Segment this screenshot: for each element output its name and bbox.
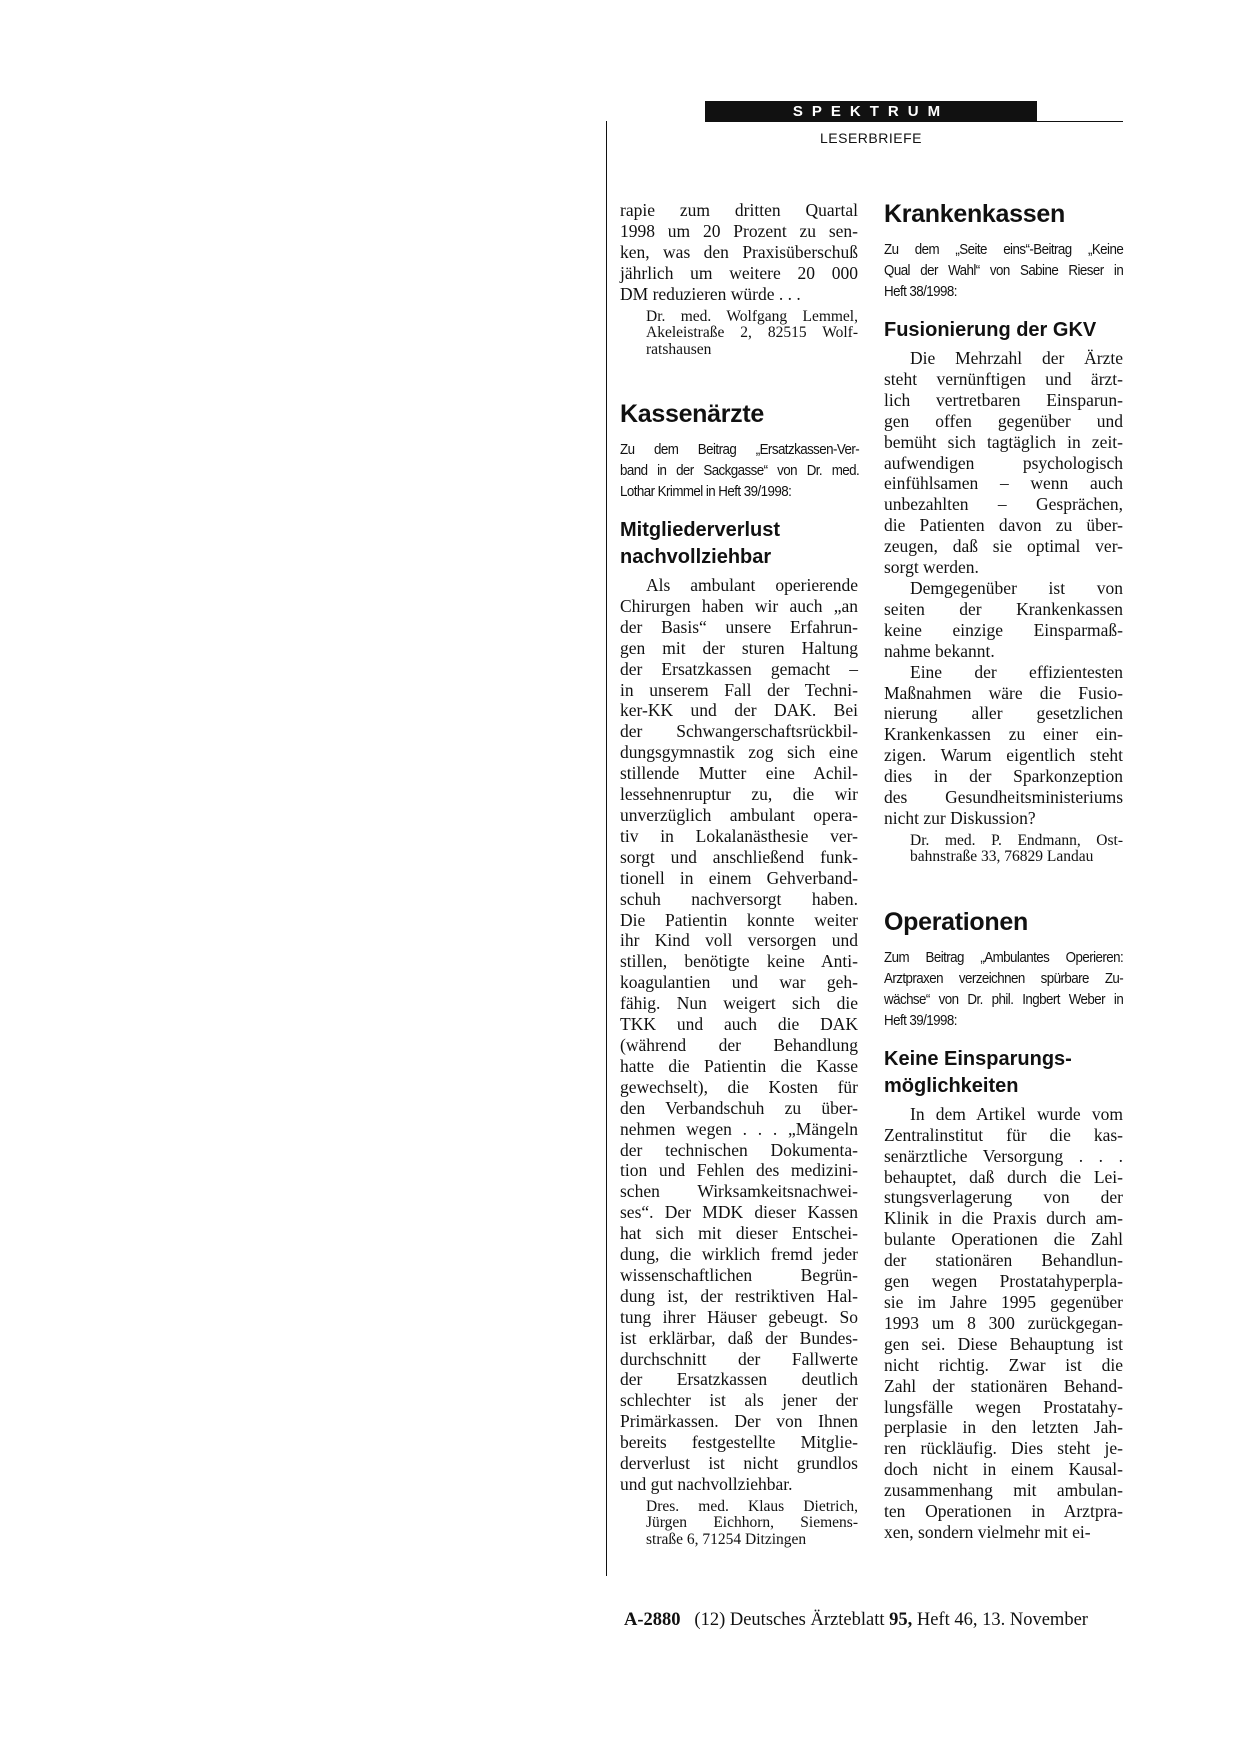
article-heading-kassenaerzte: Kassenärzte	[620, 400, 765, 429]
text-line: fähig. Nun weigert sich die	[620, 993, 858, 1014]
text-line: sorgt werden.	[884, 557, 979, 578]
text-line: ses“. Der MDK dieser Kassen	[620, 1202, 858, 1223]
text-line: ratshausen	[646, 340, 712, 358]
right-column	[884, 200, 1123, 1543]
text-line: bulante Operationen die Zahl	[884, 1229, 1123, 1250]
text-line: Krankenkassen zu einer ein-	[884, 724, 1123, 745]
text-line: Heft 39/1998:	[884, 1012, 957, 1029]
text-line: zigen. Warum eigentlich steht	[884, 745, 1123, 766]
text-line: wissenschaftlichen Begrün-	[620, 1264, 858, 1285]
text-line: band in der Sackgasse“ von Dr. med.	[620, 463, 860, 480]
text-line: Primärkassen. Der von Ihnen	[620, 1411, 858, 1432]
text-line: sorgt und anschließend funk-	[620, 846, 858, 867]
letter-paragraph	[884, 578, 1123, 662]
text-line: tion und Fehlen des medizini-	[620, 1160, 858, 1181]
text-line: schlechter ist als jener der	[620, 1390, 858, 1411]
signature-dietrich	[646, 1499, 858, 1549]
text-line: zeugen, daß sie optimal ver-	[884, 536, 1123, 557]
text-line: straße 6, 71254 Ditzingen	[646, 1530, 807, 1548]
text-line: rapie zum dritten Quartal	[620, 200, 858, 220]
text-line: Demgegenüber ist von	[910, 577, 1123, 598]
text-line: xen, sondern vielmehr mit ei-	[884, 1521, 1091, 1542]
text-line: Keine Einsparungs-	[884, 1047, 1072, 1070]
text-line: In dem Artikel wurde vom	[910, 1103, 1123, 1124]
text-line: gen wegen Prostatahyperpla-	[884, 1271, 1123, 1292]
text-line: stungsverlagerung von der	[884, 1187, 1123, 1208]
text-line: doch nicht in einem Kausal-	[884, 1459, 1123, 1480]
text-line: tiv in Lokalanästhesie ver-	[620, 825, 858, 846]
text-line: Maßnahmen wäre die Fusio-	[884, 682, 1123, 703]
left-column	[620, 200, 858, 1548]
text-line: Die Mehrzahl der Ärzte	[910, 348, 1123, 368]
page-footer	[624, 1610, 1088, 1631]
text-line: ken, was den Praxisüberschuß	[620, 241, 858, 262]
text-line: durchschnitt der Fallwerte	[620, 1348, 858, 1369]
text-line: der Basis“ unsere Erfahrun-	[620, 616, 858, 637]
text-line: dungsgymnastik zog sich eine	[620, 742, 858, 763]
text-line: derverlust ist nicht grundlos	[620, 1453, 858, 1474]
text-line: 1993 um 8 300 zurückgegan-	[884, 1312, 1123, 1333]
text-line: den Verbandschuh zu über-	[620, 1097, 858, 1118]
text-line: Lothar Krimmel in Heft 39/1998:	[620, 484, 792, 501]
text-line: senärztliche Versorgung . . .	[884, 1145, 1123, 1166]
text-line: koagulantien und war geh-	[620, 972, 858, 993]
text-line: möglichkeiten	[884, 1074, 1019, 1097]
text-line: lessehnenruptur zu, die wir	[620, 784, 858, 805]
text-line: perplasie in den letzten Jah-	[884, 1417, 1123, 1438]
text-line: des Gesundheitsministeriums	[884, 787, 1123, 808]
column-rule	[606, 121, 607, 1576]
text-line: hatte die Patientin die Kasse	[620, 1055, 858, 1076]
text-line: Chirurgen haben wir auch „an	[620, 595, 858, 616]
text-line: bahnstraße 33, 76829 Landau	[910, 848, 1094, 866]
text-line: Dr. med. P. Endmann, Ost-	[910, 831, 1123, 849]
text-line: Dr. med. Wolfgang Lemmel,	[646, 307, 858, 325]
text-line: Akeleistraße 2, 82515 Wolf-	[646, 324, 858, 342]
text-line: TKK und auch die DAK	[620, 1014, 858, 1035]
article-heading-krankenkassen: Krankenkassen	[884, 200, 1065, 228]
journal-name: (12) Deutsches Ärzteblatt	[694, 1610, 885, 1630]
text-line: der technischen Dokumenta-	[620, 1139, 858, 1160]
text-line: dung, die wirklich fremd jeder	[620, 1244, 858, 1265]
text-line: nehmen wegen . . . „Mängeln	[620, 1118, 858, 1139]
signature-endmann	[910, 833, 1123, 866]
text-line: Zentralinstitut für die kas-	[884, 1124, 1123, 1145]
text-line: sie im Jahre 1995 gegenüber	[884, 1292, 1123, 1312]
text-line: hat sich mit dieser Entschei-	[620, 1223, 858, 1244]
text-line: schen Wirksamkeitsnachwei-	[620, 1181, 858, 1202]
text-line: die Patienten davon zu über-	[884, 515, 1123, 536]
text-line: Heft 38/1998:	[884, 284, 957, 300]
text-line: lungsfälle wegen Prostatahy-	[884, 1396, 1123, 1417]
text-line: tionell in einem Gehverband-	[620, 867, 858, 888]
text-line: dung ist, der restriktiven Hal-	[620, 1285, 858, 1306]
text-line: steht vernünftigen und ärzt-	[884, 368, 1123, 389]
text-line: keine einzige Einsparmaß-	[884, 619, 1123, 640]
section-banner: SPEKTRUM	[705, 101, 1037, 122]
text-line: Die Patientin konnte weiter	[620, 909, 858, 930]
text-line: schuh nachversorgt haben.	[620, 888, 858, 909]
text-line: Zum Beitrag „Ambulantes Operieren:	[884, 949, 1124, 966]
text-line: jährlich um weitere 20 000	[620, 262, 858, 283]
text-line: Qual der Wahl“ von Sabine Rieser in	[884, 263, 1124, 279]
text-line: unbezahlten – Gesprächen,	[884, 494, 1123, 515]
text-line: Jürgen Eichhorn, Siemens-	[646, 1514, 858, 1532]
text-line: nierung aller gesetzlichen	[884, 703, 1123, 724]
article-intro	[884, 240, 1123, 303]
letter-body	[620, 575, 858, 1495]
article-intro	[620, 440, 859, 503]
text-line: ren rückläufig. Dies steht je-	[884, 1438, 1123, 1459]
text-line: zusammenhang mit ambulan-	[884, 1480, 1123, 1501]
article-heading-operationen: Operationen	[884, 907, 1028, 936]
letter-subheading	[884, 1046, 1123, 1100]
text-line: seiten der Krankenkassen	[884, 598, 1123, 619]
text-line: der Ersatzkassen deutlich	[620, 1369, 858, 1390]
text-line: Als ambulant operierende	[646, 575, 858, 596]
signature-lemmel	[646, 309, 858, 359]
text-line: stillen, benötigte keine Anti-	[620, 951, 858, 972]
letter-subheading	[620, 517, 858, 571]
text-line: (während der Behandlung	[620, 1034, 858, 1055]
text-line: ist erklärbar, daß der Bundes-	[620, 1327, 858, 1348]
text-line: bemüht sich tagtäglich in zeit-	[884, 431, 1123, 452]
page-reference: A-2880	[624, 1610, 681, 1630]
text-line: der Ersatzkassen gemacht –	[620, 658, 858, 679]
text-line: Zu dem Beitrag „Ersatzkassen-Ver-	[620, 442, 860, 459]
text-line: Zahl der stationären Behand-	[884, 1375, 1123, 1396]
section-subtitle: LESERBRIEFE	[820, 130, 922, 146]
text-line: dies in der Sparkonzeption	[884, 766, 1123, 787]
text-line: und gut nachvollziehbar.	[620, 1474, 793, 1494]
continued-text	[620, 200, 858, 305]
text-line: Eine der effizientesten	[910, 661, 1123, 682]
text-line: ker-KK und der DAK. Bei	[620, 700, 858, 721]
text-line: der stationären Behandlun-	[884, 1250, 1123, 1271]
text-line: Dres. med. Klaus Dietrich,	[646, 1497, 858, 1515]
text-line: Klinik in die Praxis durch am-	[884, 1208, 1123, 1229]
header-rule	[1037, 121, 1123, 122]
text-line: nicht richtig. Zwar ist die	[884, 1354, 1123, 1375]
text-line: nicht zur Diskussion?	[884, 807, 1036, 828]
text-line: der Schwangerschaftsrückbil-	[620, 721, 858, 742]
text-line: gen sei. Diese Behauptung ist	[884, 1333, 1123, 1354]
text-line: ihr Kind voll versorgen und	[620, 930, 858, 951]
text-line: ten Operationen in Arztpra-	[884, 1501, 1123, 1522]
text-line: Zu dem „Seite eins“-Beitrag „Keine	[884, 242, 1124, 258]
letter-paragraph	[884, 1104, 1123, 1543]
text-line: aufwendigen psychologisch	[884, 452, 1123, 473]
letter-subheading: Fusionierung der GKV	[884, 319, 1097, 341]
text-line: stillende Mutter eine Achil-	[620, 763, 858, 784]
text-line: bereits festgestellte Mitglie-	[620, 1432, 858, 1453]
letter-paragraph	[884, 662, 1123, 829]
text-line: gen offen gegenüber und	[884, 410, 1123, 431]
text-line: Arztpraxen verzeichnen spürbare Zu-	[884, 970, 1124, 987]
issue-date: Heft 46, 13. November	[916, 1610, 1088, 1630]
text-line: einfühlsamen – wenn auch	[884, 473, 1123, 494]
text-line: nahme bekannt.	[884, 640, 995, 661]
text-line: lich vertretbaren Einsparun-	[884, 389, 1123, 410]
text-line: gewechselt), die Kosten für	[620, 1076, 858, 1097]
letter-paragraph	[884, 348, 1123, 578]
text-line: tung ihrer Häuser gebeugt. So	[620, 1306, 858, 1327]
text-line: Mitgliederverlust	[620, 519, 781, 542]
text-line: wächse“ von Dr. phil. Ingbert Weber in	[884, 991, 1124, 1008]
text-line: gen mit der sturen Haltung	[620, 637, 858, 658]
text-line: unverzüglich ambulant opera-	[620, 805, 858, 825]
volume-number: 95,	[889, 1610, 913, 1630]
text-line: behauptet, daß durch die Lei-	[884, 1166, 1123, 1187]
text-line: DM reduzieren würde . . .	[620, 283, 801, 304]
text-line: 1998 um 20 Prozent zu sen-	[620, 220, 858, 241]
text-line: nachvollziehbar	[620, 546, 772, 569]
text-line: in unserem Fall der Techni-	[620, 679, 858, 700]
article-intro	[884, 948, 1123, 1032]
